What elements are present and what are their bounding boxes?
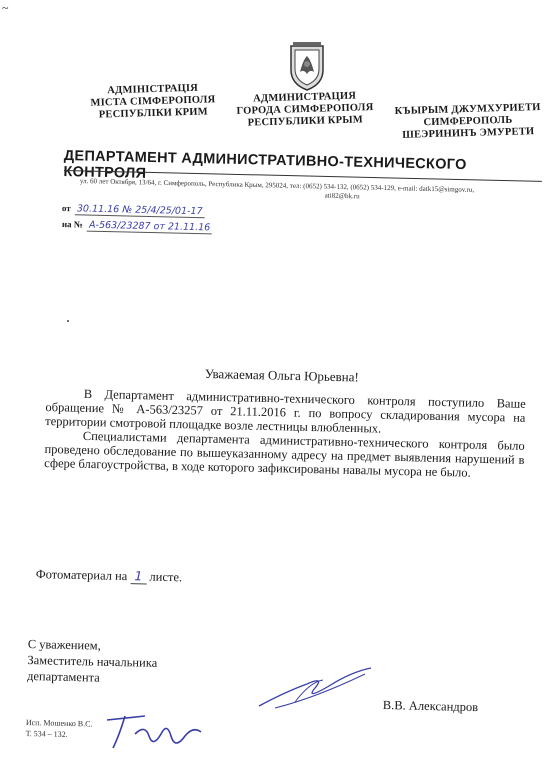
header-ukrainian bbox=[78, 82, 229, 122]
scan-speck bbox=[67, 320, 69, 322]
executor-info bbox=[26, 717, 93, 741]
signer-department: департамента bbox=[26, 668, 100, 685]
outgoing-number-handwritten: 30.11.16 № 25/4/25/01-17 bbox=[75, 203, 205, 218]
header-crimean-tatar bbox=[388, 102, 549, 142]
signer-position: Заместитель начальника bbox=[27, 652, 158, 670]
attachment-note bbox=[36, 566, 183, 585]
department-title: ДЕПАРТАМЕНТ АДМИНИСТРАТИВНО-ТЕХНИЧЕСКОГО КОНТРОЛЯ bbox=[63, 148, 467, 182]
attachment-prefix: Фотоматериал на bbox=[35, 566, 128, 584]
body-paragraph-2: Специалистами департамента административно-технического контроля было проведено обследование по вышеуказанному адресу на предмет выявления нарушений в сфере благоустройства, в ходе которого зафиксированы навалы мусора не было. bbox=[44, 428, 525, 480]
header-right-line2: СИМФЕРОПОЛЬ bbox=[423, 114, 513, 129]
letter-body bbox=[44, 386, 526, 481]
corner-mark: ~ bbox=[2, 1, 9, 15]
header-right-line3: ШЕЭРИНИНЪ ЭМУРЕТИ bbox=[402, 126, 535, 141]
number-label: на № bbox=[61, 219, 83, 230]
header-mid-line3: РЕСПУБЛИКИ КРЫМ bbox=[247, 114, 364, 129]
initials-signature-icon bbox=[105, 706, 205, 756]
header-russian bbox=[230, 90, 381, 130]
header-right-line1: КЪЫРЫМ ДЖУМХУРИЕТИ bbox=[394, 101, 541, 118]
header-left-line3: РЕСПУБЛІКИ КРИМ bbox=[98, 106, 208, 121]
header-mid-line1: АДМИНИСТРАЦИЯ bbox=[253, 90, 357, 105]
incoming-number-handwritten: А-563/23287 от 21.11.16 bbox=[87, 220, 212, 235]
executor-phone: Т. 534 – 132. bbox=[25, 728, 68, 739]
header-mid-line2: ГОРОДА СИМФЕРОПОЛЯ bbox=[236, 102, 374, 117]
signer-name: В.В. Александров bbox=[382, 698, 479, 715]
closing-regards: С уважением, bbox=[27, 636, 101, 653]
address-line: ул. 60 лет Октября, 13/64, г. Симферополь, Республика Крым, 295024, тел: (0652) 534-132, (0652) 534-129, e-mail: datk15@simgov.ru, bbox=[79, 177, 475, 194]
incoming-reference bbox=[62, 219, 213, 233]
signature-icon bbox=[255, 662, 375, 712]
date-label: от bbox=[61, 203, 71, 214]
header-left-line2: МІСТА СІМФЕРОПОЛЯ bbox=[90, 94, 216, 109]
executor-name: Исп. Мошенко В.С. bbox=[25, 717, 93, 729]
closing-block bbox=[27, 636, 158, 687]
attachment-suffix: листе. bbox=[149, 569, 183, 585]
body-paragraph-1: В Департамент административно-технического контроля поступило Ваше обращение № А-563/23257 от 21.11.2016 г. по вопросу складирования мусора на территории смотровой площадке возле лестницы влюбленных. bbox=[45, 386, 526, 436]
attachment-count-handwritten: 1 bbox=[130, 568, 146, 584]
header-left-line1: АДМІНІСТРАЦІЯ bbox=[107, 82, 199, 97]
salutation: Уважаемая Ольга Юрьевна! bbox=[204, 366, 360, 385]
crimea-emblem-icon bbox=[285, 42, 329, 92]
address-email-line: ati82@bk.ru bbox=[324, 191, 360, 201]
outgoing-reference bbox=[62, 203, 205, 217]
